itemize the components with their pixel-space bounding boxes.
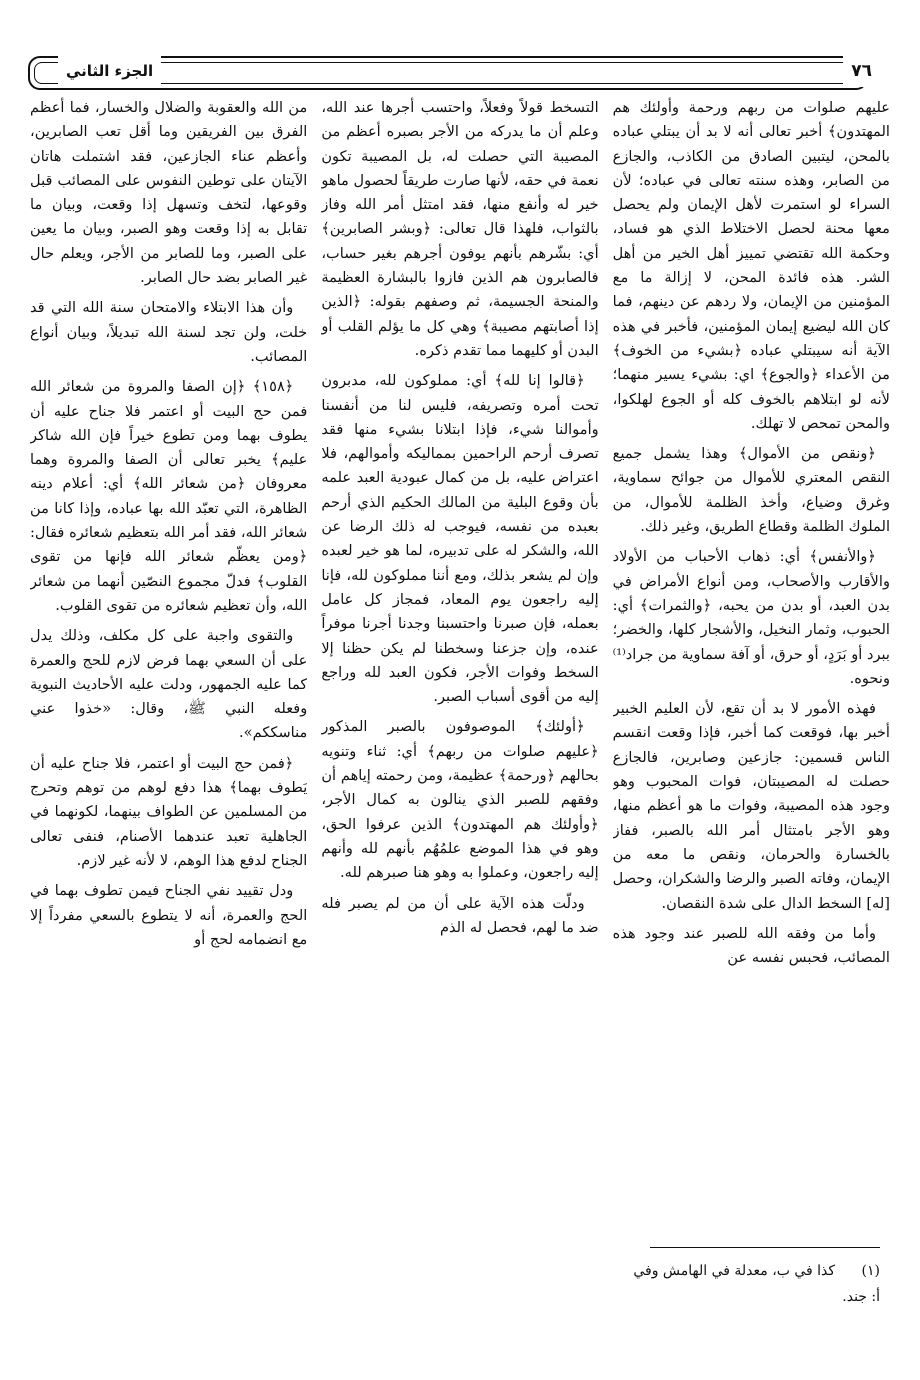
paragraph: فهذه الأمور لا بد أن تقع، لأن العليم الخبير أخبر بها، فوقعت كما أخبر، فإذا وقعت انقسم الناس قسمين: جازعين وصابرين، فالجازع حصلت له المصيبتان، فوات المحبوب وهو وجود هذه المصيبة، وفوات ما هو أعظم منها، وهو الأجر بامتثال أمر الله بالصبر، ففاز بالخسارة والحرمان، ونقص ما معه من الإيمان، وفاته الصبر والرضا والشكران، وحصل [له] السخط الدال على شدة النقصان.: [612, 700, 890, 912]
paragraph: ﴿ونقص من الأموال﴾ وهذا يشمل جميع النقص المعتري للأموال من جوائح سماوية، وغرق وضياع، وأخذ الظلمة للأموال، من الملوك الظلمة وقطاع الطريق، وغير ذلك.: [612, 445, 890, 536]
paragraph: ﴿١٥٨﴾ ﴿إن الصفا والمروة من شعائر الله فمن حج البيت أو اعتمر فلا جناح عليه أن يطوف بهما ومن تطوع خيراً فإن الله شاكر عليم﴾ يخبر تعالى أن الصفا والمروة وهما معروفان ﴿من شعائر الله﴾ أي: أعلام دينه الظاهرة، التي تعبّد الله بها عباده، وإذا كانا من شعائر الله، فقد أمر الله بتعظيم شعائره فقال: ﴿ومن يعظّم شعائر الله فإنها من تقوى القلوب﴾ فدلّ مجموع النصّين أنهما من شعائر الله، وأن تعظيم شعائره من تقوى القلوب.: [30, 378, 308, 614]
paragraph: وأن هذا الابتلاء والامتحان سنة الله التي قد خلت، ولن تجد لسنة الله تبديلاً، وبيان أنواع المصائب.: [30, 299, 308, 365]
footnote-number: (١): [861, 1263, 880, 1279]
text-columns: [30, 96, 890, 1238]
paragraph: ودلّت هذه الآية على أن من لم يصبر فله ضد ما لهم، فحصل له الذم: [321, 894, 599, 936]
column-middle: [321, 96, 598, 1238]
paragraph: والتقوى واجبة على كل مكلف، وذلك يدل على أن السعي بهما فرض لازم للحج والعمرة كما عليه الجمهور، ودلت عليه الأحاديث النبوية وفعله النبي ﷺ، وقال: «خذوا عني مناسككم».: [30, 627, 308, 742]
footnote-divider: [650, 1247, 880, 1248]
paragraph: ﴿فمن حج البيت أو اعتمر، فلا جناح عليه أن يَطوف بهما﴾ هذا دفع لوهم من توهم وتحرج من المسلمين عن الطواف بينهما، لكونهما في الجاهلية تعبد عندهما الأصنام، فنفى تعالى الجناح لدفع هذا الوهم، لا لأنه غير لازم.: [30, 754, 308, 869]
paragraph: من الله والعقوبة والضلال والخسار، فما أعظم الفرق بين الفريقين وما أقل تعب الصابرين، وأعظم عناء الجازعين، فقد اشتملت هاتان الآيتان على توطين النفوس على المصائب قبل وقوعها، لتخف وتسهل إذا وقعت، وبيان ما تقابل به إذا وقعت وهو الصبر، وبيان ما يعين على الصبر، وما للصابر من الأجر، ويعلم حال غير الصابر بضد حال الصابر.: [30, 99, 308, 287]
footnote-text: كذا في ب، معدلة في الهامش وفي: [633, 1263, 836, 1279]
paragraph: التسخط قولاً وفعلاً، واحتسب أجرها عند الله، وعلم أن ما يدركه من الأجر بصبره أعظم من المصيبة التي حصلت له، بل المصيبة تكون نعمة في حقه، لأنها صارت طريقاً لحصول ماهو خير له وأنفع منها، فقد امتثل أمر الله وفاز بالثواب، فلهذا قال تعالى: ﴿وبشر الصابرين﴾ أي: بشّرهم بأنهم يوفون أجرهم بغير حساب، فالصابرون هم الذين فازوا بالبشارة العظيمة والمنحة الجسيمة، ثم وصفهم بقوله: ﴿الذين إذا أصابتهم مصيبة﴾ وهي كل ما يؤلم القلب أو البدن أو كليهما مما تقدم ذكره.: [321, 99, 599, 359]
footnotes: [460, 1258, 880, 1310]
paragraph: وأما من وفقه الله للصبر عند وجود هذه المصائب، فحبس نفسه عن: [612, 924, 890, 967]
column-left: [30, 96, 307, 1238]
paragraph: عليهم صلوات من ربهم ورحمة وأولئك هم المهتدون﴾ أخبر تعالى أنه لا بد أن يبتلي عباده بالمحن، ليتبين الصادق من الكاذب، والجازع من الصابر، وهذه سنته تعالى في عباده؛ لأن السراء لو استمرت لأهل الإيمان ولم يحصل معها محنة لحصل الاختلاط الذي هو فساد، وحكمة الله تقتضي تمييز أهل الخير من أهل الشر. هذه فائدة المحن، لا إزالة ما مع المؤمنين من الإيمان، ولا ردهم عن دينهم، فما كان الله ليضيع إيمان المؤمنين، فأخبر في هذه الآية أنه سيبتلي عباده ﴿بشيء من الخوف﴾ من الأعداء ﴿والجوع﴾ اي: بشيء يسير منهما؛ لأنه لو ابتلاهم بالخوف كله أو الجوع لهلكوا، والمحن تمحص لا تهلك.: [612, 99, 890, 432]
paragraph: ﴿والأنفس﴾ أي: ذهاب الأحباب من الأولاد والأقارب والأصحاب، ومن أنواع الأمراض في بدن العبد، أو بدن من يحبه، ﴿والثمرات﴾ أي: الحبوب، وثمار النخيل، والأشجار كلها، والخضر؛ ببرد أو بَرَدٍ، أو حرق، أو آفة سماوية من جراد⁽¹⁾ ونحوه.: [612, 548, 890, 687]
page-number: ٧٦: [843, 55, 880, 87]
paragraph: ﴿قالوا إنا لله﴾ أي: مملوكون لله، مدبرون تحت أمره وتصريفه، فليس لنا من أنفسنا وأموالنا شيء، فإذا ابتلانا بشيء منها فقد تصرف أرحم الراحمين بمماليكه وأموالهم، فلا اعتراض عليه، بل من كمال عبودية العبد علمه بأن وقوع البلية من المالك الحكيم الذي أرحم بعبده من نفسه، فيوجب له ذلك الرضا عن الله، والشكر له على تدبيره، لما هو خير لعبده وإن لم يشعر بذلك، ومع أننا مملوكون لله، فإنا إليه راجعون يوم المعاد، فمجاز كل عامل بعمله، فإن صبرنا واحتسبنا وجدنا أجرنا موفراً عنده، وإن جزعنا وسخطنا لم يكن حظنا إلا السخط وفوات الأجر، فكون العبد لله وراجع إليه من أقوى أسباب الصبر.: [321, 372, 599, 706]
column-right: [613, 96, 890, 1238]
part-title: الجزء الثاني: [58, 55, 161, 87]
footnote-line: [460, 1258, 880, 1284]
footnote-line: أ: جند.: [842, 1289, 880, 1305]
paragraph: ﴿أولئك﴾ الموصوفون بالصبر المذكور ﴿عليهم صلوات من ربهم﴾ أي: ثناء وتنويه بحالهم ﴿ورحمة﴾ عظيمة، ومن رحمته إياهم أن وفقهم للصبر الذي ينالون به كمال الأجر، ﴿وأولئك هم المهتدون﴾ الذين عرفوا الحق، وهو في هذا الموضع علمُهُم بأنهم لله وأنهم إليه راجعون، وعملوا به وهو هنا صبرهم لله.: [321, 718, 599, 882]
paragraph: ودل تقييد نفي الجناح فيمن تطوف بهما في الحج والعمرة، أنه لا يتطوع بالسعي مفرداً إلا مع انضمامه لحج أو: [30, 882, 308, 948]
